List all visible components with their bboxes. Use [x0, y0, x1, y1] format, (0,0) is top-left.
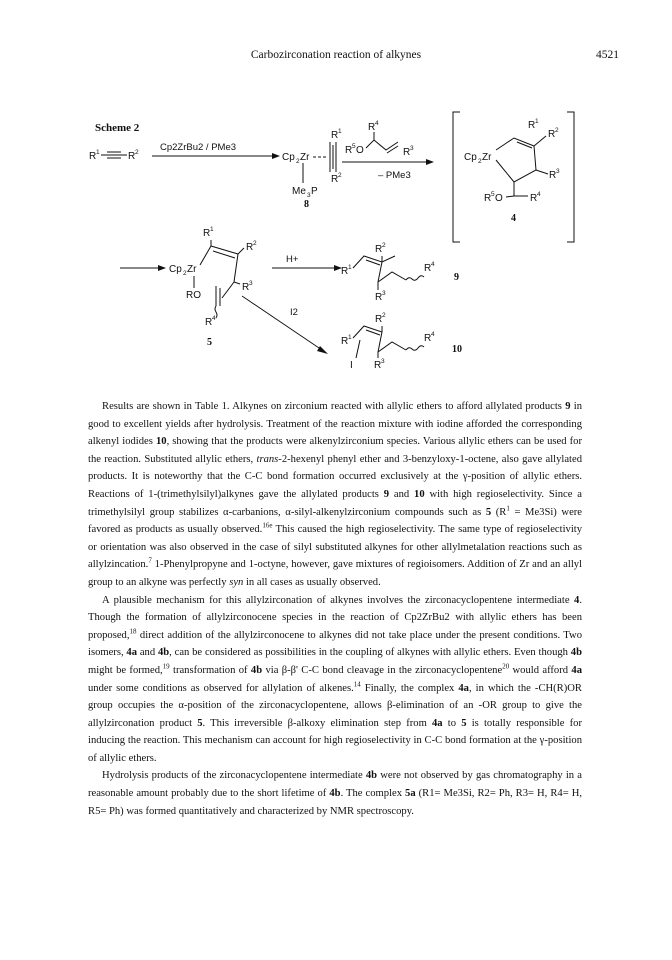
svg-text:R: R [424, 333, 432, 344]
svg-text:2: 2 [135, 149, 139, 156]
svg-text:3: 3 [410, 145, 414, 152]
svg-text:R: R [89, 151, 97, 162]
reagent-label: Cp2ZrBu2 / PMe3 [160, 142, 237, 153]
svg-text:5: 5 [491, 191, 495, 198]
svg-text:1: 1 [338, 128, 342, 135]
svg-text:R: R [205, 317, 213, 328]
svg-text:R: R [375, 314, 383, 325]
svg-text:P: P [311, 186, 318, 197]
svg-text:R: R [341, 266, 349, 277]
svg-text:3: 3 [382, 290, 386, 297]
svg-text:Cp: Cp [282, 152, 295, 163]
compound-8-number: 8 [304, 199, 309, 210]
compound-9-number: 9 [454, 272, 459, 283]
page-number: 4521 [596, 49, 619, 61]
svg-text:R: R [341, 336, 349, 347]
svg-text:3: 3 [307, 192, 311, 199]
svg-text:R: R [530, 193, 538, 204]
svg-text:RO: RO [186, 290, 201, 301]
svg-text:2: 2 [382, 312, 386, 319]
reaction-arrow-5 [242, 296, 328, 354]
svg-text:3: 3 [249, 280, 253, 287]
compound-5-structure [169, 226, 257, 328]
svg-text:R: R [403, 147, 411, 158]
svg-text:2: 2 [555, 127, 559, 134]
iodine-label: I2 [290, 307, 298, 318]
alkyne-structure [89, 149, 139, 162]
svg-text:2: 2 [338, 172, 342, 179]
svg-text:R: R [528, 120, 536, 131]
svg-text:4: 4 [431, 331, 435, 338]
svg-text:1: 1 [348, 264, 352, 271]
reaction-arrow-4 [272, 265, 342, 271]
svg-text:R: R [246, 242, 254, 253]
svg-text:1: 1 [210, 226, 214, 233]
svg-text:Zr: Zr [300, 152, 310, 163]
compound-5-number: 5 [207, 337, 212, 348]
minus-pme3-label: – PMe3 [378, 170, 411, 181]
compound-8-structure [282, 128, 342, 199]
svg-text:2: 2 [382, 242, 386, 249]
svg-text:R: R [374, 360, 382, 371]
article-body [88, 398, 582, 820]
svg-text:R: R [375, 244, 383, 255]
paragraph-results: Results are shown in Table 1. Alkynes on zirconium reacted with allylic ethers to afford allylated products 9 in good to excellent yields after hydrolysis. Treatment of the reaction mixture with iodine afforded the corresponding alkenyl iodides 10, showing that the products were alkenylzirconium species. Various allylic ethers can be used for the reaction. Substituted allylic ethers, trans-2-hexenyl phenyl ether and 3-benzyloxy-1-octene, also gave allylated products. It is noteworthy that the C-C bond formation occurred exclusively at the γ-position of allylic ethers. Reactions of 1-(trimethylsilyl)alkynes gave the allylated products 9 and 10 with high regioselectivity. Since a trimethylsilyl group stabilizes α-carbanions, α-silyl-alkenylzirconium compounds such as 5 $(R^1 = Me3Si)$ were favored as products as usually observed.$^{16e}$ This caused the high regioselectivity. The same type of regioselectivity or orientation was also observed in the case of silyl substituted alkynes for other allylmetalation reactions such as allylzincation.$^7$ 1-Phenylpropyne and 1-octyne, however, gave mixtures of regioisomers. Addition of Zr and an allyl group to an alkyne was perfectly syn in all cases as usually observed. [88, 401, 583, 588]
reaction-arrow-3 [120, 265, 166, 271]
svg-text:R: R [331, 130, 339, 141]
svg-text:2: 2 [296, 158, 300, 165]
compound-10-structure [341, 312, 435, 371]
svg-text:R: R [484, 193, 492, 204]
svg-text:1: 1 [348, 334, 352, 341]
svg-text:Cp: Cp [169, 264, 182, 275]
svg-text:3: 3 [556, 168, 560, 175]
svg-text:O: O [356, 145, 364, 156]
compound-4-number: 4 [511, 213, 516, 224]
svg-text:2: 2 [183, 270, 187, 277]
svg-text:R: R [331, 174, 339, 185]
compound-10-number: 10 [452, 344, 462, 355]
svg-text:Zr: Zr [187, 264, 197, 275]
svg-text:5: 5 [352, 143, 356, 150]
svg-text:2: 2 [478, 158, 482, 165]
svg-text:R: R [424, 263, 432, 274]
svg-text:R: R [548, 129, 556, 140]
svg-text:1: 1 [96, 149, 100, 156]
svg-text:Zr: Zr [482, 152, 492, 163]
reaction-scheme [0, 0, 672, 390]
svg-text:R: R [128, 151, 136, 162]
paragraph-mechanism: A plausible mechanism for this allylzirconation of alkynes involves the zirconacyclopentene intermediate 4. Though the formation of allylzirconocene species in the reaction of Cp2ZrBu2 with allylic ethers has been proposed,$^{18}$ direct addition of the allylzirconocene to alkynes did not take place under the present conditions. Two isomers, 4a and 4b, can be considered as possibilities in the coupling of alkynes with allylic ethers. Even though 4b might be formed,$^{19}$ transformation of 4b via β-β' C-C bond cleavage in the zirconacyclopentene$^{20}$ would afford 4a under some conditions as observed for allylation of alkenes.$^{14}$ Finally, the complex 4a, in which the -CH(R)OR group occupies the α-position of the zirconacyclopentene, allows β-elimination of an -OR group to give the allylzirconation product 5. This irreversible β-alkoxy elimination step from 4a to 5 is totally responsible for inducing the reaction. This mechanism can account for high regioselectivity in C-C bond formation at the γ-position of allylic ethers. [88, 594, 582, 764]
svg-text:Me: Me [292, 186, 306, 197]
svg-text:Cp: Cp [464, 152, 477, 163]
svg-text:R: R [549, 170, 557, 181]
svg-text:R: R [345, 145, 353, 156]
svg-text:4: 4 [537, 191, 541, 198]
reaction-arrow-2 [342, 159, 434, 165]
svg-text:R: R [368, 122, 376, 133]
svg-text:R: R [242, 282, 250, 293]
svg-text:O: O [495, 193, 503, 204]
svg-text:1: 1 [535, 118, 539, 125]
svg-text:R: R [375, 292, 383, 303]
svg-text:4: 4 [375, 120, 379, 127]
compound-4-structure [464, 118, 560, 204]
svg-text:2: 2 [253, 240, 257, 247]
scheme-title: Scheme 2 [95, 122, 140, 134]
svg-text:R: R [203, 228, 211, 239]
svg-text:3: 3 [381, 358, 385, 365]
reaction-arrow-1 [152, 153, 280, 159]
allyl-ether-structure [345, 120, 414, 158]
svg-text:I: I [350, 360, 353, 371]
svg-text:4: 4 [212, 315, 216, 322]
svg-text:4: 4 [431, 261, 435, 268]
paragraph-hydrolysis: Hydrolysis products of the zirconacyclopentene intermediate 4b were not observed by gas chromatography in a reasonable amount probably due to the short lifetime of 4b. The complex 5a (R1= Me3Si, R2= Ph, R3= H, R4= H, R5= Ph) was formed quantitatively and characterized by NMR spectroscopy. [88, 770, 583, 817]
running-header-title: Carbozirconation reaction of alkynes [250, 49, 422, 61]
compound-9-structure [341, 242, 435, 303]
h-plus-label: H+ [286, 254, 299, 265]
